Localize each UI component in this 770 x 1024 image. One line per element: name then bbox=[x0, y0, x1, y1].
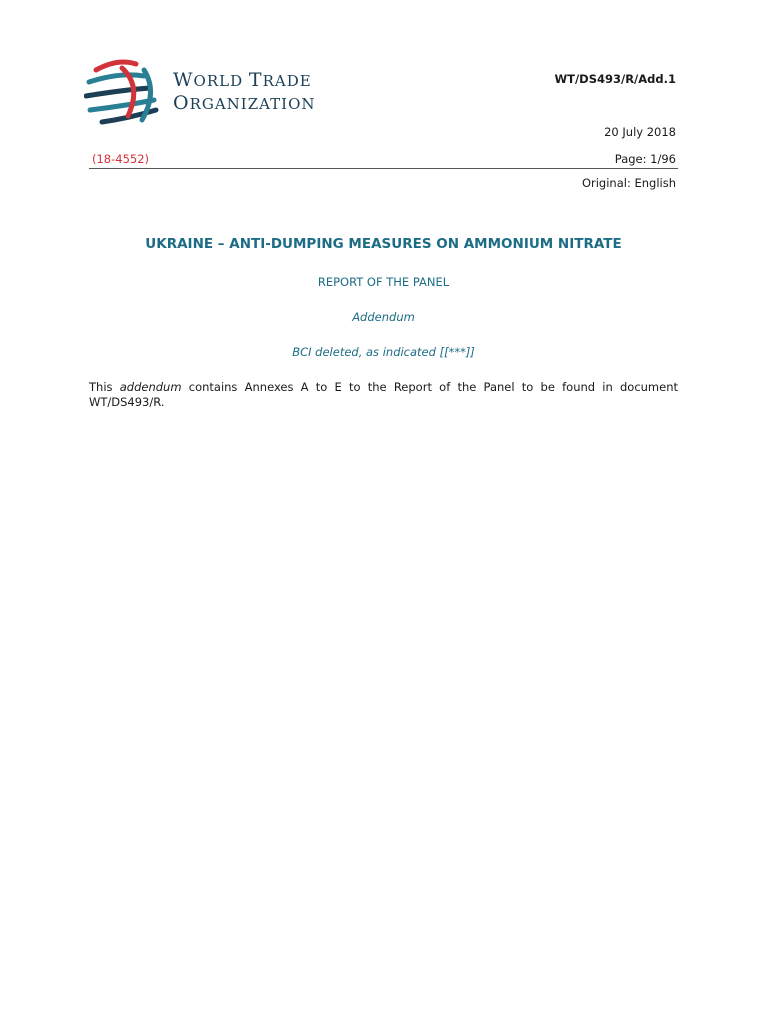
body-emphasis: addendum bbox=[119, 380, 182, 394]
document-subtitle: REPORT OF THE PANEL bbox=[317, 275, 450, 289]
wto-logo bbox=[84, 56, 344, 128]
document-number: (18-4552) bbox=[92, 152, 150, 166]
original-language: Original: English bbox=[581, 176, 676, 190]
body-paragraph: This addendum contains Annexes A to E to the Report of the Panel to be found in document WT/DS493/R. bbox=[89, 380, 679, 409]
wto-wordmark-line2: ORGANIZATION bbox=[173, 92, 316, 114]
wto-globe-icon bbox=[84, 56, 166, 128]
document-symbol: WT/DS493/R/Add.1 bbox=[554, 72, 676, 86]
page-indicator: Page: 1/96 bbox=[614, 152, 676, 166]
wto-wordmark-line1: WORLD TRADE bbox=[173, 69, 312, 91]
addendum-label: Addendum bbox=[352, 310, 415, 324]
document-date: 20 July 2018 bbox=[604, 125, 676, 139]
wto-wordmark bbox=[173, 69, 316, 115]
header-divider bbox=[89, 168, 678, 169]
bci-note: BCI deleted, as indicated [[***]] bbox=[292, 345, 475, 359]
document-title: UKRAINE – ANTI-DUMPING MEASURES ON AMMONIUM NITRATE bbox=[145, 236, 622, 252]
